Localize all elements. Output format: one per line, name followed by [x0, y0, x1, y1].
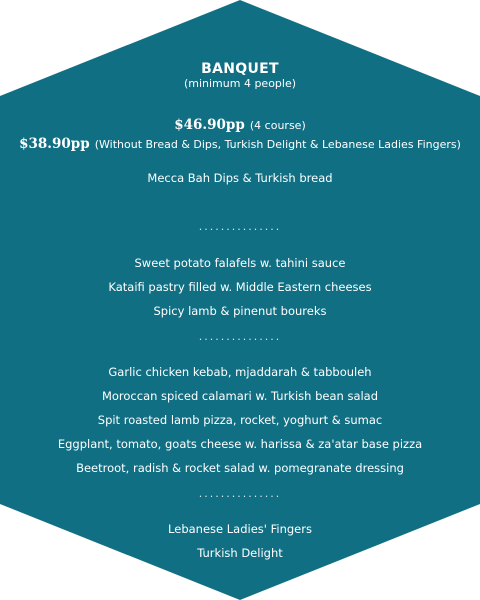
price-reduced-note: (Without Bread & Dips, Turkish Delight & Lebanese Ladies Fingers) [94, 138, 461, 151]
course-divider: ............... [198, 487, 282, 500]
menu-item: Beetroot, radish & rocket salad w. pomegranate dressing [76, 461, 404, 475]
menu-item: Moroccan spiced calamari w. Turkish bean salad [101, 389, 379, 403]
menu-item: Lebanese Ladies' Fingers [168, 522, 312, 536]
menu-item: Kataifi pastry filled w. Middle Eastern cheeses [108, 280, 372, 294]
price-reduced-line [0, 133, 480, 152]
menu-item: Turkish Delight [197, 546, 283, 560]
menu-item: Spit roasted lamb pizza, rocket, yoghurt & sumac [97, 413, 383, 427]
menu-item: Sweet potato falafels w. tahini sauce [134, 256, 346, 270]
course-divider: ............... [198, 330, 282, 343]
price-full-line [0, 114, 480, 133]
price-full-note: (4 course) [249, 119, 306, 132]
menu-item: Mecca Bah Dips & Turkish bread [147, 171, 333, 185]
menu-item: Garlic chicken kebab, mjaddarah & tabbouleh [108, 365, 372, 379]
menu-item: Eggplant, tomato, goats cheese w. harissa & za'atar base pizza [57, 437, 423, 451]
course-divider: ............... [198, 220, 282, 233]
menu-item: Spicy lamb & pinenut boureks [153, 304, 327, 318]
menu-subtitle: (minimum 4 people) [183, 77, 297, 90]
menu-title: BANQUET [201, 61, 279, 77]
price-reduced: $38.90pp [19, 136, 90, 152]
price-full: $46.90pp [174, 117, 245, 133]
